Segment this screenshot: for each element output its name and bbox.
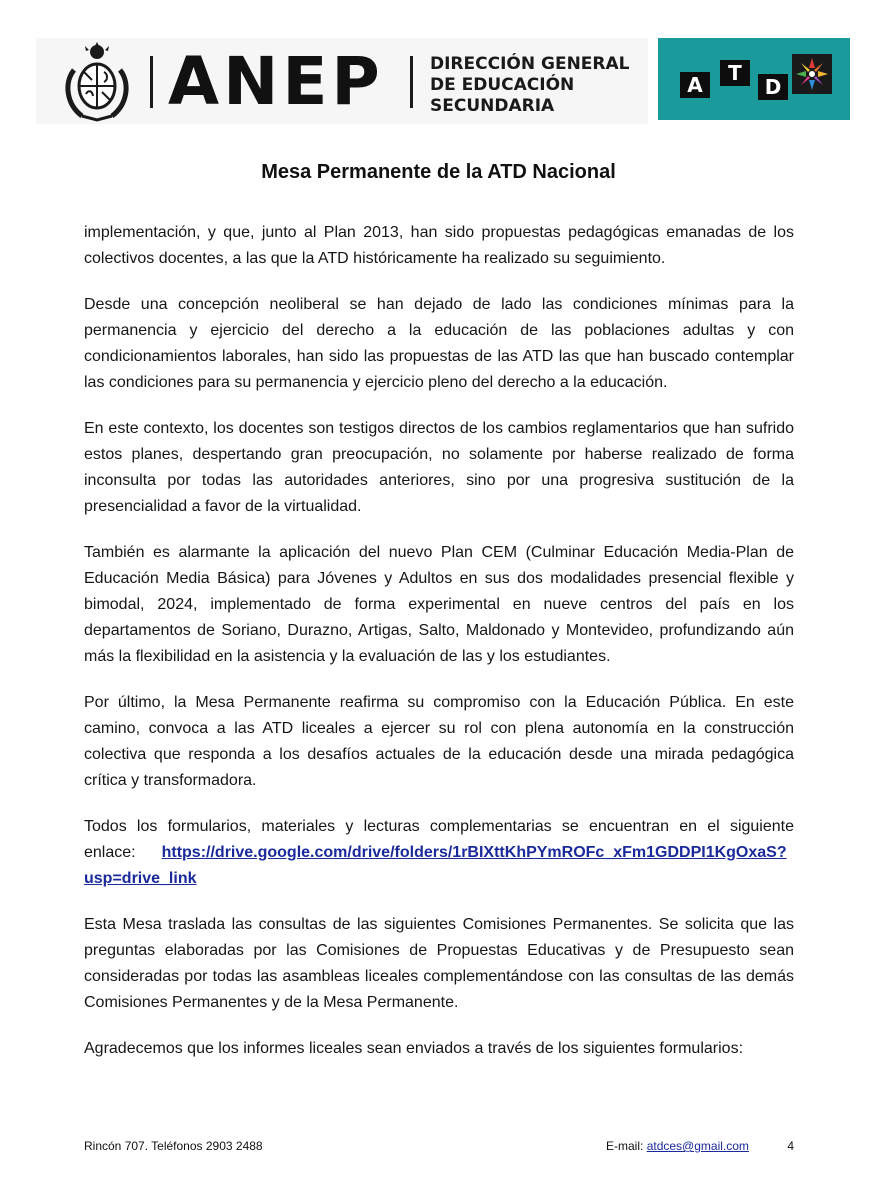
header-divider bbox=[410, 56, 413, 108]
footer-address: Rincón 707. Teléfonos 2903 2488 bbox=[84, 1139, 263, 1153]
anep-banner bbox=[36, 38, 648, 124]
body-paragraph: Agradecemos que los informes liceales sean enviados a través de los siguientes formularios: bbox=[84, 1040, 744, 1057]
atd-letter-a: A bbox=[680, 72, 710, 98]
page-number: 4 bbox=[787, 1139, 794, 1153]
national-seal-icon bbox=[58, 42, 136, 122]
atd-star-icon bbox=[792, 54, 832, 94]
atd-letter-t: T bbox=[720, 60, 750, 86]
drive-folder-link[interactable] bbox=[84, 844, 787, 887]
body-paragraph: Por último, la Mesa Permanente reafirma su compromiso con la Educación Pública. En este camino, convoca a las ATD liceales a ejercer su rol con plena autonomía en la construcción colectiva que responda a los desafíos actuales de la educación desde una mirada pedagógica crítica y transformadora. bbox=[84, 694, 794, 789]
body-paragraph: En este contexto, los docentes son testigos directos de los cambios reglamentarios que han sufrido estos planes, despertando gran preocupación, no solamente por haberse realizado de forma inconsulta por todas las autoridades anteriores, sino por una progresiva sustitución de la presencialidad a favor de la virtualidad. bbox=[84, 420, 794, 515]
header-divider bbox=[150, 56, 153, 108]
link-paragraph bbox=[84, 814, 794, 892]
direccion-line: DIRECCIÓN GENERAL bbox=[430, 54, 630, 74]
body-paragraph: Esta Mesa traslada las consultas de las siguientes Comisiones Permanentes. Se solicita que las preguntas elaboradas por las Comisiones de Propuestas Educativas y de Presupuesto sean consideradas por todas las asambleas liceales complementándose con las consultas de las demás Comisiones Permanentes y de la Mesa Permanente. bbox=[84, 916, 794, 1011]
link-text-line: usp=drive_link bbox=[84, 870, 197, 887]
body-paragraph: implementación, y que, junto al Plan 2013, han sido propuestas pedagógicas emanadas de los colectivos docentes, a las que la ATD históricamente ha realizado su seguimiento. bbox=[84, 224, 794, 267]
footer-email-block bbox=[606, 1136, 749, 1156]
direccion-general-wordmark bbox=[430, 54, 630, 117]
document-header bbox=[36, 38, 850, 124]
body-paragraph: Desde una concepción neoliberal se han dejado de lado las condiciones mínimas para la permanencia y ejercicio del derecho a la educación de las poblaciones adultas y con condicionamientos laborales, han sido las propuestas de las ATD las que han buscado contemplar las condiciones para su permanencia y ejercicio pleno del derecho a la educación. bbox=[84, 296, 794, 391]
anep-wordmark: ANEP bbox=[168, 43, 384, 120]
atd-logo bbox=[658, 38, 850, 120]
direccion-line: SECUNDARIA bbox=[430, 96, 555, 116]
document-footer bbox=[84, 1136, 794, 1156]
footer-email-link[interactable]: atdces@gmail.com bbox=[646, 1139, 749, 1153]
link-text-line: https://drive.google.com/drive/folders/1rBIXttKhPYmROFc_xFm1GDDPI1KgOxaS? bbox=[161, 844, 787, 861]
link-intro-text: Todos los formularios, materiales y lecturas complementarias se encuentran en el siguiente enlace: bbox=[84, 818, 794, 861]
document-title: Mesa Permanente de la ATD Nacional bbox=[261, 161, 616, 183]
footer-email-label: E-mail: bbox=[606, 1139, 644, 1153]
document-body bbox=[84, 220, 794, 1082]
direccion-line: DE EDUCACIÓN bbox=[430, 75, 575, 95]
body-paragraph: También es alarmante la aplicación del nuevo Plan CEM (Culminar Educación Media-Plan de Educación Media Básica) para Jóvenes y Adultos en sus dos modalidades presencial flexible y bimodal, 2024, implementado de forma experimental en nueve centros del país en los departamentos de Soriano, Durazno, Artigas, Salto, Maldonado y Montevideo, profundizando aún más la flexibilidad en la asistencia y la evaluación de las y los estudiantes. bbox=[84, 544, 794, 665]
atd-letter-d: D bbox=[758, 74, 788, 100]
